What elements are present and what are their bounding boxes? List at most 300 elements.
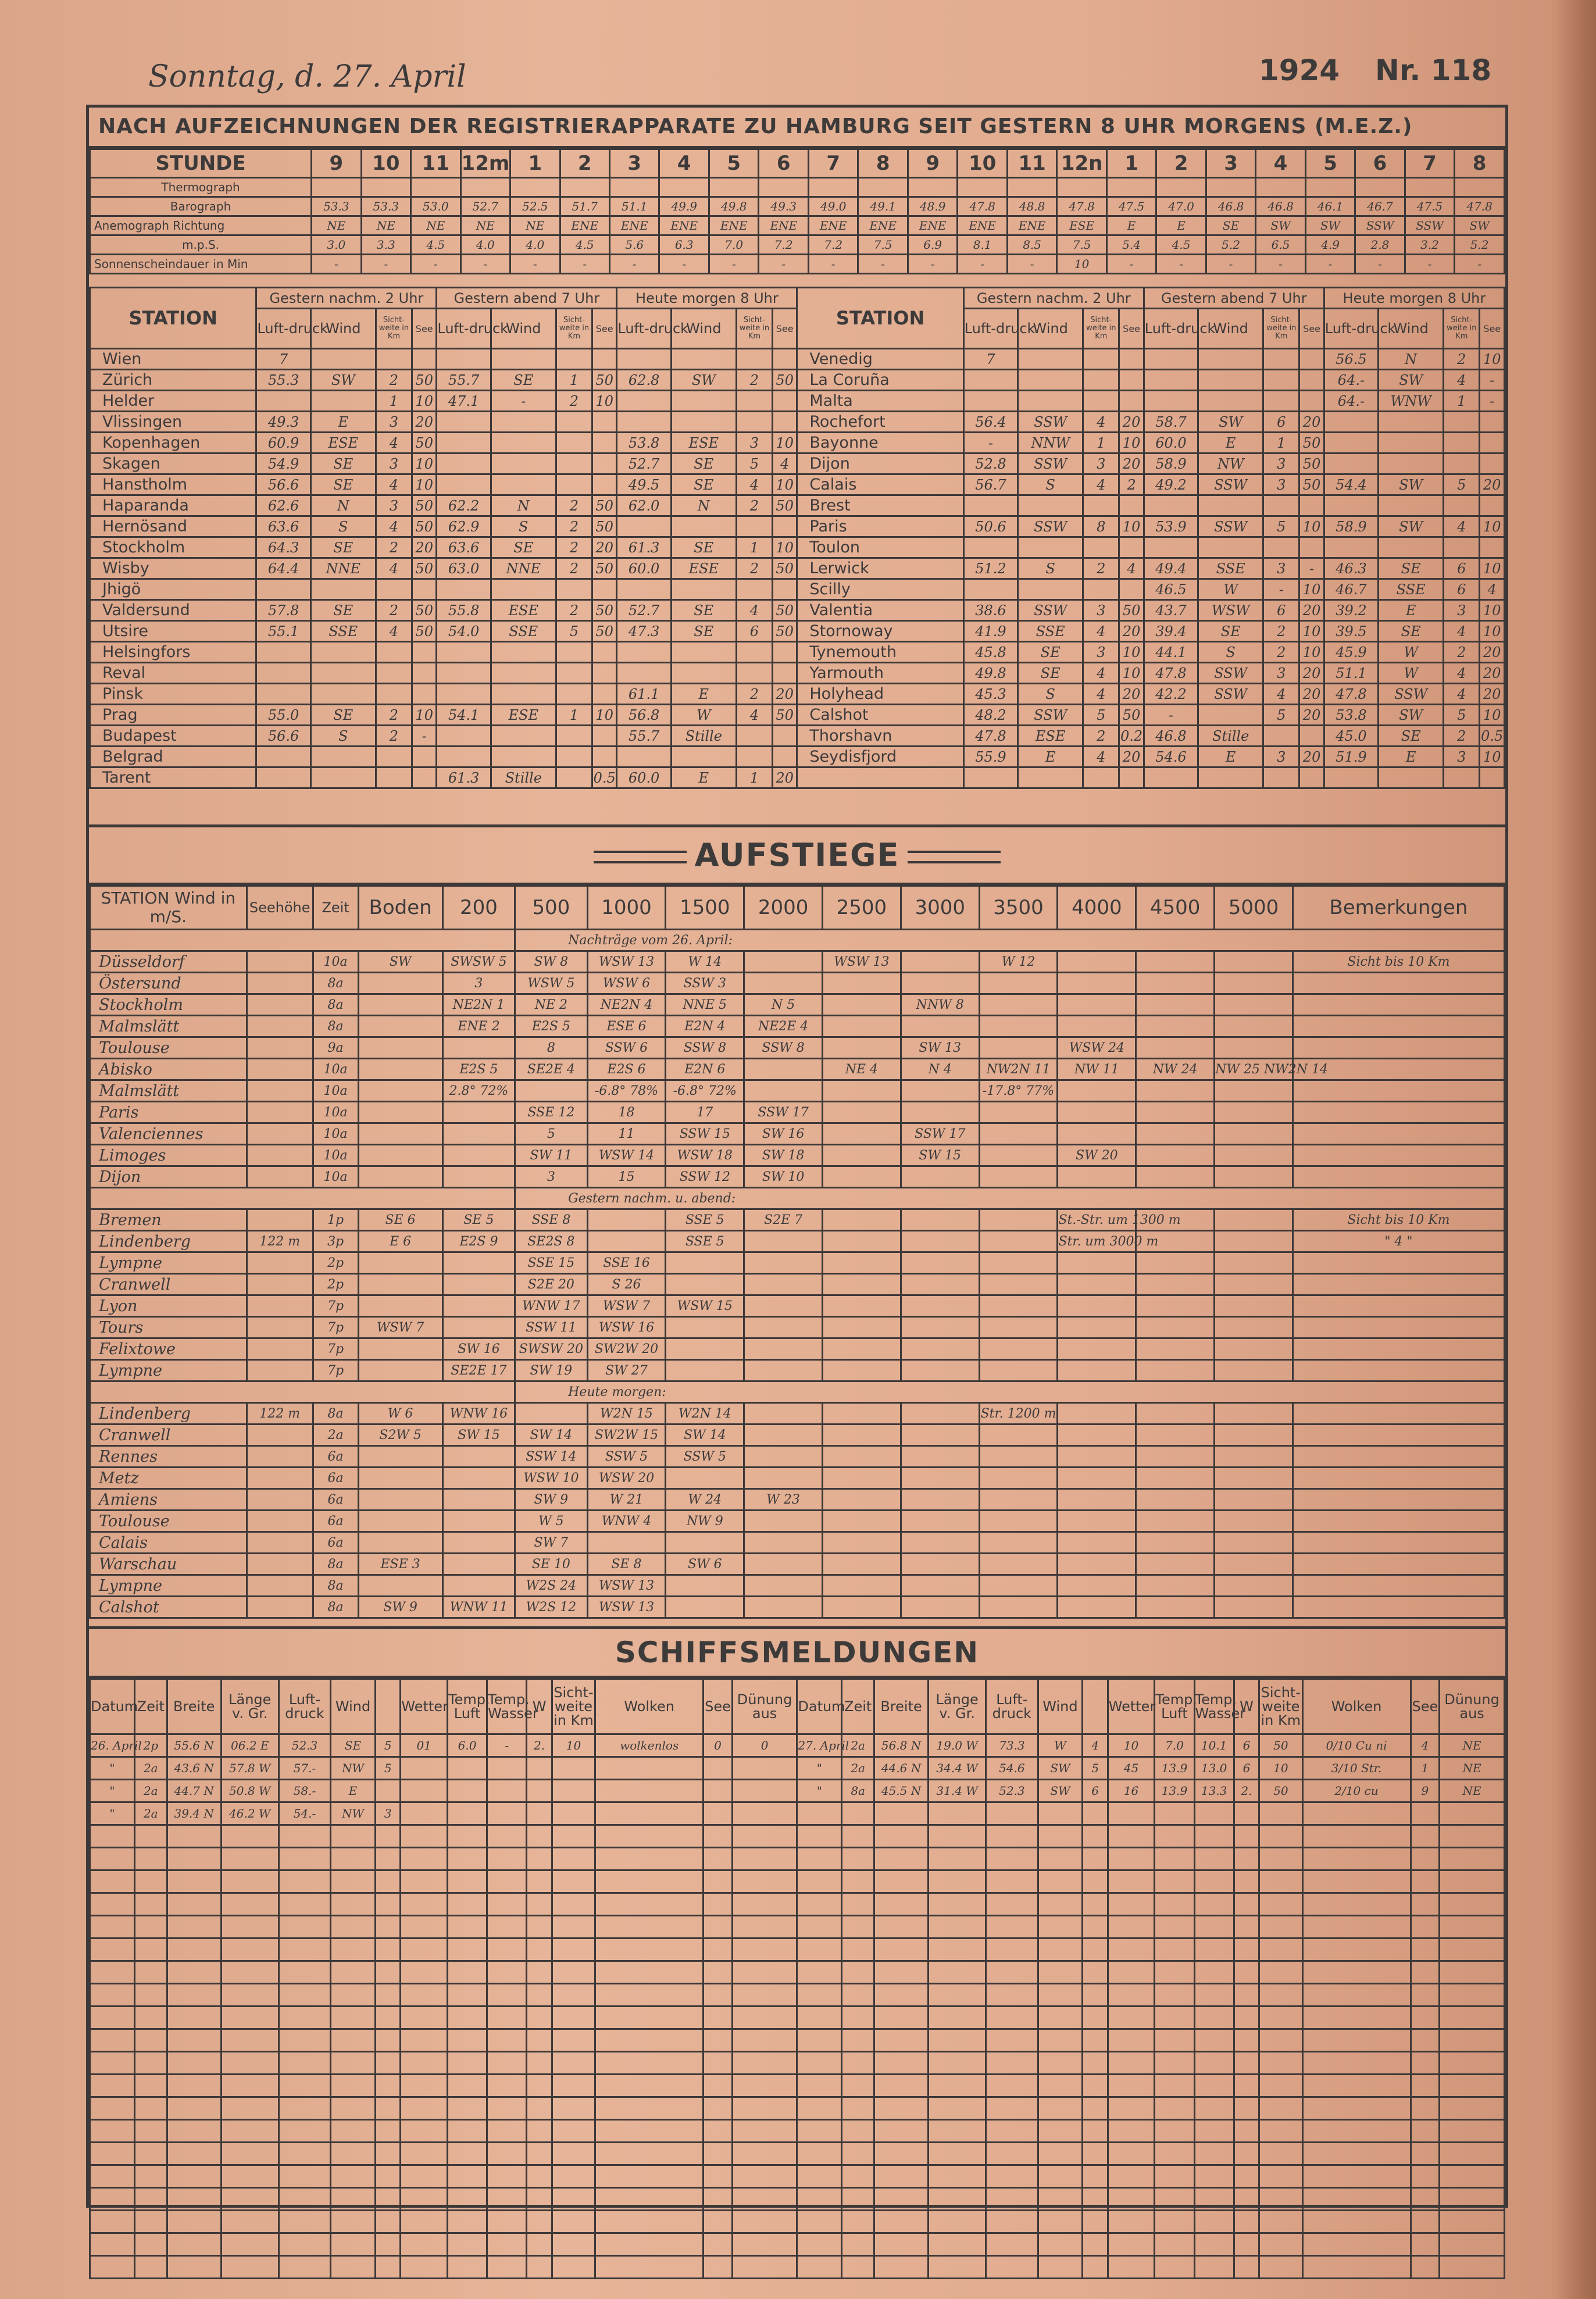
ship-cell bbox=[447, 2097, 487, 2120]
station-value: 43.7 bbox=[1144, 600, 1198, 621]
station-name: Tynemouth bbox=[797, 642, 963, 663]
level-value: SW 6 bbox=[666, 1554, 744, 1575]
level-value bbox=[442, 1295, 515, 1317]
registration-title: NACH AUFZEICHNUNGEN DER REGISTRIERAPPARATE ZU HAMBURG SEIT GESTERN 8 UHR MORGENS (M.E.Z.) bbox=[89, 108, 1505, 148]
seehoehe-cell bbox=[247, 1059, 313, 1080]
ship-cell: NE bbox=[1440, 1780, 1505, 1802]
ship-cell bbox=[1038, 2120, 1083, 2143]
ship-cell bbox=[1234, 2007, 1259, 2029]
ship-cell bbox=[552, 2165, 595, 2188]
ship-cell: " bbox=[90, 1802, 135, 1825]
station-value: - bbox=[1299, 558, 1324, 579]
station-value bbox=[256, 684, 310, 705]
ship-cell bbox=[1259, 2097, 1302, 2120]
ship-cell bbox=[401, 1893, 448, 1916]
station-value bbox=[556, 454, 592, 474]
ship-cell: 50.8 W bbox=[221, 1780, 279, 1802]
station-value: 55.7 bbox=[617, 726, 671, 747]
group-header-7uhr: Gestern abend 7 Uhr bbox=[1144, 288, 1324, 309]
level-value bbox=[979, 1575, 1058, 1597]
ship-cell: 58.- bbox=[279, 1780, 330, 1802]
level-value bbox=[587, 1209, 666, 1231]
aufstiege-row bbox=[90, 1317, 1505, 1338]
hour-cell: 2 bbox=[560, 149, 609, 178]
ship-cell bbox=[1302, 1916, 1411, 1939]
level-value bbox=[1215, 1145, 1293, 1166]
ship-cell bbox=[1259, 2256, 1302, 2279]
level-value: -6.8° 72% bbox=[666, 1080, 744, 1102]
seehoehe-cell bbox=[247, 1511, 313, 1532]
ship-cell bbox=[1194, 2052, 1234, 2075]
ship-cell bbox=[842, 1916, 874, 1939]
station-row bbox=[90, 663, 1505, 684]
station-value: - bbox=[1263, 579, 1299, 600]
station-value: 10 bbox=[1480, 747, 1505, 767]
ship-cell bbox=[842, 2233, 874, 2256]
see-header: See bbox=[412, 309, 437, 349]
ship-cell bbox=[552, 1848, 595, 1870]
ship-cell bbox=[1108, 2029, 1155, 2052]
ship-cell bbox=[221, 2052, 279, 2075]
ship-cell bbox=[221, 2075, 279, 2097]
mps-cell: 8.5 bbox=[1007, 235, 1056, 255]
ship-row bbox=[90, 1961, 1505, 1984]
level-value bbox=[744, 1511, 823, 1532]
station-value bbox=[1144, 391, 1198, 412]
ship-cell bbox=[595, 2165, 704, 2188]
station-value bbox=[592, 642, 617, 663]
level-value: SE2E 17 bbox=[442, 1360, 515, 1381]
mps-cell: 7.2 bbox=[759, 235, 808, 255]
station-value: 10 bbox=[773, 433, 797, 454]
station-value bbox=[592, 433, 617, 454]
ship-cell bbox=[704, 2188, 733, 2211]
level-value bbox=[1058, 1338, 1136, 1360]
level-value: NW 25 NW2N 14 bbox=[1215, 1059, 1293, 1080]
station-value: SSW bbox=[1198, 684, 1263, 705]
level-value bbox=[901, 1446, 979, 1468]
level-value bbox=[1215, 994, 1293, 1016]
level-value bbox=[587, 1231, 666, 1252]
ship-header: Wetter bbox=[401, 1679, 448, 1734]
level-value bbox=[979, 1102, 1058, 1123]
ship-cell bbox=[1259, 2120, 1302, 2143]
hour-cell: 4 bbox=[1256, 149, 1305, 178]
ship-cell bbox=[167, 1870, 221, 1893]
aufstieg-station: Dijon bbox=[90, 1166, 247, 1188]
mps-cell: 7.0 bbox=[709, 235, 758, 255]
ship-cell bbox=[279, 2029, 330, 2052]
ship-cell bbox=[1259, 1848, 1302, 1870]
level-value bbox=[823, 1080, 901, 1102]
ship-cell bbox=[1083, 2256, 1108, 2279]
mps-cell: 3.0 bbox=[312, 235, 361, 255]
station-value bbox=[376, 684, 412, 705]
station-value: 6 bbox=[1263, 600, 1299, 621]
station-value bbox=[1379, 433, 1444, 454]
see-header: See bbox=[1480, 309, 1505, 349]
station-value bbox=[1198, 705, 1263, 726]
barograph-cell: 49.8 bbox=[709, 197, 758, 216]
ship-cell bbox=[90, 1984, 135, 2007]
ship-cell: 54.- bbox=[279, 1802, 330, 1825]
sonnenschein-cell: - bbox=[659, 255, 709, 274]
ship-cell bbox=[376, 1825, 401, 1848]
level-value bbox=[358, 1059, 442, 1080]
level-value bbox=[744, 1295, 823, 1317]
station-value: 4 bbox=[1444, 684, 1480, 705]
station-value bbox=[1083, 767, 1119, 788]
station-value: 1 bbox=[1083, 433, 1119, 454]
ship-cell bbox=[134, 1848, 167, 1870]
ship-cell bbox=[842, 2075, 874, 2097]
ship-cell: 19.0 W bbox=[929, 1734, 986, 1757]
bemerkung-cell bbox=[1292, 1317, 1504, 1338]
zeit-cell: 10a bbox=[313, 1123, 358, 1145]
level-value bbox=[1215, 951, 1293, 973]
ship-header: See bbox=[1411, 1679, 1440, 1734]
hour-cell: 6 bbox=[1355, 149, 1405, 178]
seehoehe-cell bbox=[247, 1317, 313, 1338]
level-value: S2E 7 bbox=[744, 1209, 823, 1231]
ship-header: Länge v. Gr. bbox=[221, 1679, 279, 1734]
level-value bbox=[1058, 1274, 1136, 1295]
level-value: SW 16 bbox=[442, 1338, 515, 1360]
ship-cell bbox=[732, 1825, 797, 1848]
mps-cell: 7.5 bbox=[1057, 235, 1106, 255]
sonnenschein-cell: - bbox=[1405, 255, 1454, 274]
station-value: 2 bbox=[1444, 349, 1480, 370]
station-value: 45.8 bbox=[963, 642, 1017, 663]
station-value: 50 bbox=[592, 558, 617, 579]
level-value: SSW 17 bbox=[744, 1102, 823, 1123]
sicht-header: Sicht-weite in Km bbox=[556, 309, 592, 349]
level-value bbox=[358, 1360, 442, 1381]
level-value bbox=[901, 1016, 979, 1037]
ship-cell bbox=[447, 2143, 487, 2165]
ship-cell bbox=[842, 2029, 874, 2052]
ship-cell bbox=[732, 2007, 797, 2029]
barograph-label: Barograph bbox=[90, 197, 312, 216]
ship-cell bbox=[527, 1893, 552, 1916]
bemerkung-cell bbox=[1292, 1166, 1504, 1188]
ship-cell bbox=[1083, 2120, 1108, 2143]
level-value bbox=[358, 1037, 442, 1059]
ship-cell bbox=[447, 2165, 487, 2188]
ship-cell bbox=[279, 1984, 330, 2007]
richtung-cell: NE bbox=[460, 216, 510, 235]
ship-header: Breite bbox=[167, 1679, 221, 1734]
bemerkung-cell bbox=[1292, 1532, 1504, 1554]
station-value: 64.4 bbox=[256, 558, 310, 579]
level-value bbox=[744, 1468, 823, 1489]
station-value bbox=[310, 579, 376, 600]
ship-cell bbox=[1083, 1825, 1108, 1848]
station-value bbox=[256, 579, 310, 600]
zeit-cell: 6a bbox=[313, 1446, 358, 1468]
ship-cell: 3/10 Str. bbox=[1302, 1757, 1411, 1780]
ship-cell bbox=[732, 2188, 797, 2211]
ship-cell: 8a bbox=[842, 1780, 874, 1802]
ship-cell bbox=[487, 2211, 527, 2233]
level-value bbox=[1136, 1575, 1215, 1597]
station-value bbox=[1379, 537, 1444, 558]
station-value bbox=[256, 663, 310, 684]
bemerkung-cell: Sicht bis 10 Km bbox=[1292, 951, 1504, 973]
level-value: 17 bbox=[666, 1102, 744, 1123]
station-value bbox=[671, 747, 736, 767]
ship-cell bbox=[134, 1825, 167, 1848]
ship-cell bbox=[401, 1984, 448, 2007]
seehoehe-cell bbox=[247, 1468, 313, 1489]
barograph-cell: 47.8 bbox=[1057, 197, 1106, 216]
level-value bbox=[901, 1575, 979, 1597]
ship-cell bbox=[797, 1961, 842, 1984]
zeit-cell: 7p bbox=[313, 1338, 358, 1360]
ship-cell bbox=[986, 2256, 1038, 2279]
station-value bbox=[1198, 370, 1263, 391]
zeit-cell: 10a bbox=[313, 1145, 358, 1166]
station-value: 45.0 bbox=[1324, 726, 1378, 747]
ship-cell: E bbox=[331, 1780, 376, 1802]
ship-cell bbox=[1302, 2165, 1411, 2188]
ship-cell bbox=[1194, 1961, 1234, 1984]
ship-cell bbox=[1302, 1961, 1411, 1984]
station-value bbox=[412, 684, 437, 705]
level-value bbox=[901, 1274, 979, 1295]
station-value bbox=[256, 391, 310, 412]
station-value: 4 bbox=[1083, 684, 1119, 705]
barograph-cell: 52.5 bbox=[510, 197, 560, 216]
ship-cell bbox=[1440, 1939, 1505, 1961]
ship-cell bbox=[1038, 1961, 1083, 1984]
ship-cell bbox=[929, 2097, 986, 2120]
level-value bbox=[358, 1338, 442, 1360]
level-value bbox=[1136, 1403, 1215, 1425]
level-value: St.-Str. um 1300 m bbox=[1058, 1209, 1136, 1231]
level-value: SE 6 bbox=[358, 1209, 442, 1231]
station-value bbox=[437, 663, 491, 684]
ship-cell bbox=[1302, 2188, 1411, 2211]
ship-cell bbox=[732, 2256, 797, 2279]
level-value: WNW 4 bbox=[587, 1511, 666, 1532]
station-value bbox=[1324, 433, 1378, 454]
ship-cell bbox=[167, 2165, 221, 2188]
level-value: NE2E 4 bbox=[744, 1016, 823, 1037]
ship-cell bbox=[1038, 2165, 1083, 2188]
station-name: Malta bbox=[797, 391, 963, 412]
level-value bbox=[1058, 1123, 1136, 1145]
aufstieg-station: Paris bbox=[90, 1102, 247, 1123]
station-value: 2 bbox=[1083, 726, 1119, 747]
ship-cell bbox=[134, 1939, 167, 1961]
bemerkung-cell bbox=[1292, 1338, 1504, 1360]
ship-cell bbox=[134, 2052, 167, 2075]
mps-cell: 7.5 bbox=[858, 235, 908, 255]
ship-cell bbox=[1440, 2256, 1505, 2279]
ship-cell bbox=[221, 2188, 279, 2211]
station-value: 56.5 bbox=[1324, 349, 1378, 370]
level-value bbox=[1136, 1016, 1215, 1037]
ship-header: Länge v. Gr. bbox=[929, 1679, 986, 1734]
richtung-cell: NE bbox=[510, 216, 560, 235]
level-value: WSW 7 bbox=[587, 1295, 666, 1317]
ship-cell bbox=[874, 2052, 929, 2075]
ship-cell bbox=[986, 1939, 1038, 1961]
ship-row bbox=[90, 2007, 1505, 2029]
station-value: 50 bbox=[773, 600, 797, 621]
station-value: 3 bbox=[1083, 600, 1119, 621]
hour-cell: 9 bbox=[908, 149, 957, 178]
ship-cell bbox=[376, 2143, 401, 2165]
ship-cell bbox=[447, 1848, 487, 1870]
ship-cell bbox=[1234, 1893, 1259, 1916]
station-value: 2 bbox=[1263, 621, 1299, 642]
ship-cell bbox=[90, 2007, 135, 2029]
ship-cell bbox=[986, 1893, 1038, 1916]
hour-cell: 4 bbox=[659, 149, 709, 178]
ship-cell bbox=[874, 2143, 929, 2165]
ship-cell bbox=[401, 2165, 448, 2188]
bemerkung-cell bbox=[1292, 973, 1504, 994]
level-value bbox=[1136, 1145, 1215, 1166]
ship-cell bbox=[1108, 1893, 1155, 1916]
station-value: SE bbox=[310, 537, 376, 558]
station-value bbox=[556, 663, 592, 684]
level-value bbox=[666, 1468, 744, 1489]
station-value: 50 bbox=[412, 433, 437, 454]
ship-cell bbox=[167, 1961, 221, 1984]
aufstiege-row bbox=[90, 1554, 1505, 1575]
station-value bbox=[963, 495, 1017, 516]
ship-cell: 44.7 N bbox=[167, 1780, 221, 1802]
ship-cell bbox=[704, 1939, 733, 1961]
aufstieg-station: Düsseldorf bbox=[90, 951, 247, 973]
ship-cell bbox=[1155, 2007, 1194, 2029]
station-value: 2 bbox=[376, 705, 412, 726]
barograph-cell: 51.1 bbox=[610, 197, 659, 216]
station-value bbox=[491, 747, 556, 767]
ship-cell bbox=[595, 1825, 704, 1848]
level-value bbox=[901, 1489, 979, 1511]
ship-cell bbox=[1155, 1939, 1194, 1961]
ship-cell bbox=[134, 1870, 167, 1893]
ship-cell bbox=[527, 2052, 552, 2075]
ship-cell bbox=[1155, 1870, 1194, 1893]
station-name: Haparanda bbox=[90, 495, 256, 516]
level-value bbox=[979, 1295, 1058, 1317]
station-value: ESE bbox=[671, 558, 736, 579]
ship-cell bbox=[874, 2256, 929, 2279]
level-value: E2N 4 bbox=[666, 1016, 744, 1037]
station-value: 51.1 bbox=[1324, 663, 1378, 684]
aufstiege-row bbox=[90, 951, 1505, 973]
richtung-cell: ENE bbox=[560, 216, 609, 235]
ship-cell bbox=[1194, 1870, 1234, 1893]
ship-cell bbox=[1259, 2211, 1302, 2233]
wind-header: Wind bbox=[310, 309, 376, 349]
level-value bbox=[1215, 1554, 1293, 1575]
ship-cell: 1 bbox=[1411, 1757, 1440, 1780]
station-value: NNW bbox=[1018, 433, 1083, 454]
ship-cell bbox=[595, 2188, 704, 2211]
station-value: 20 bbox=[1299, 684, 1324, 705]
station-value bbox=[1144, 495, 1198, 516]
station-value: 50 bbox=[1299, 454, 1324, 474]
ship-cell bbox=[527, 1961, 552, 1984]
richtung-cell: SW bbox=[1455, 216, 1505, 235]
ship-cell bbox=[552, 1893, 595, 1916]
station-value: SSE bbox=[310, 621, 376, 642]
level-value bbox=[901, 1080, 979, 1102]
ship-cell bbox=[1194, 1848, 1234, 1870]
ship-cell bbox=[732, 2097, 797, 2120]
station-name: Dijon bbox=[797, 454, 963, 474]
ship-cell bbox=[447, 1825, 487, 1848]
aufstiege-row bbox=[90, 1102, 1505, 1123]
level-value bbox=[1058, 1102, 1136, 1123]
level-value bbox=[1136, 1295, 1215, 1317]
ship-cell bbox=[1234, 2143, 1259, 2165]
mps-row bbox=[90, 235, 1505, 255]
station-value: 47.3 bbox=[617, 621, 671, 642]
ship-row bbox=[90, 2097, 1505, 2120]
ship-cell bbox=[487, 1825, 527, 1848]
level-value bbox=[901, 1166, 979, 1188]
ship-cell bbox=[487, 2097, 527, 2120]
level-value bbox=[1136, 1317, 1215, 1338]
ship-cell bbox=[134, 2075, 167, 2097]
station-value: 2 bbox=[376, 537, 412, 558]
ship-cell: 10 bbox=[1108, 1734, 1155, 1757]
richtung-cell: NE bbox=[361, 216, 410, 235]
hour-cell: 1 bbox=[510, 149, 560, 178]
level-value bbox=[666, 1360, 744, 1381]
ship-cell bbox=[90, 2188, 135, 2211]
level-value bbox=[979, 1338, 1058, 1360]
station-value: 50 bbox=[773, 495, 797, 516]
aufstiege-row bbox=[90, 1123, 1505, 1145]
station-value bbox=[412, 767, 437, 788]
zeit-cell: 7p bbox=[313, 1317, 358, 1338]
section-note: Nachträge vom 26. April: bbox=[515, 930, 1505, 951]
ship-cell: 45.5 N bbox=[874, 1780, 929, 1802]
ship-cell bbox=[447, 1984, 487, 2007]
station-value bbox=[773, 663, 797, 684]
ship-cell bbox=[1440, 2143, 1505, 2165]
station-value: E bbox=[1198, 747, 1263, 767]
level-value bbox=[1058, 1360, 1136, 1381]
station-value: 2 bbox=[736, 370, 772, 391]
ship-cell: SE bbox=[331, 1734, 376, 1757]
level-value: WSW 10 bbox=[515, 1468, 587, 1489]
aufstieg-station: Stockholm bbox=[90, 994, 247, 1016]
bemerkung-cell bbox=[1292, 1274, 1504, 1295]
station-value bbox=[1444, 537, 1480, 558]
station-value: Stille bbox=[1198, 726, 1263, 747]
station-value: 5 bbox=[1083, 705, 1119, 726]
station-value: 10 bbox=[1480, 349, 1505, 370]
station-value: S bbox=[491, 516, 556, 537]
mps-label: m.p.S. bbox=[90, 235, 312, 255]
ship-cell bbox=[1155, 2097, 1194, 2120]
sicht-header: Sicht-weite in Km bbox=[736, 309, 772, 349]
ship-cell: NW bbox=[331, 1757, 376, 1780]
ship-cell bbox=[221, 2029, 279, 2052]
level-value bbox=[823, 1597, 901, 1618]
ship-cell bbox=[929, 2007, 986, 2029]
ship-cell bbox=[376, 1939, 401, 1961]
